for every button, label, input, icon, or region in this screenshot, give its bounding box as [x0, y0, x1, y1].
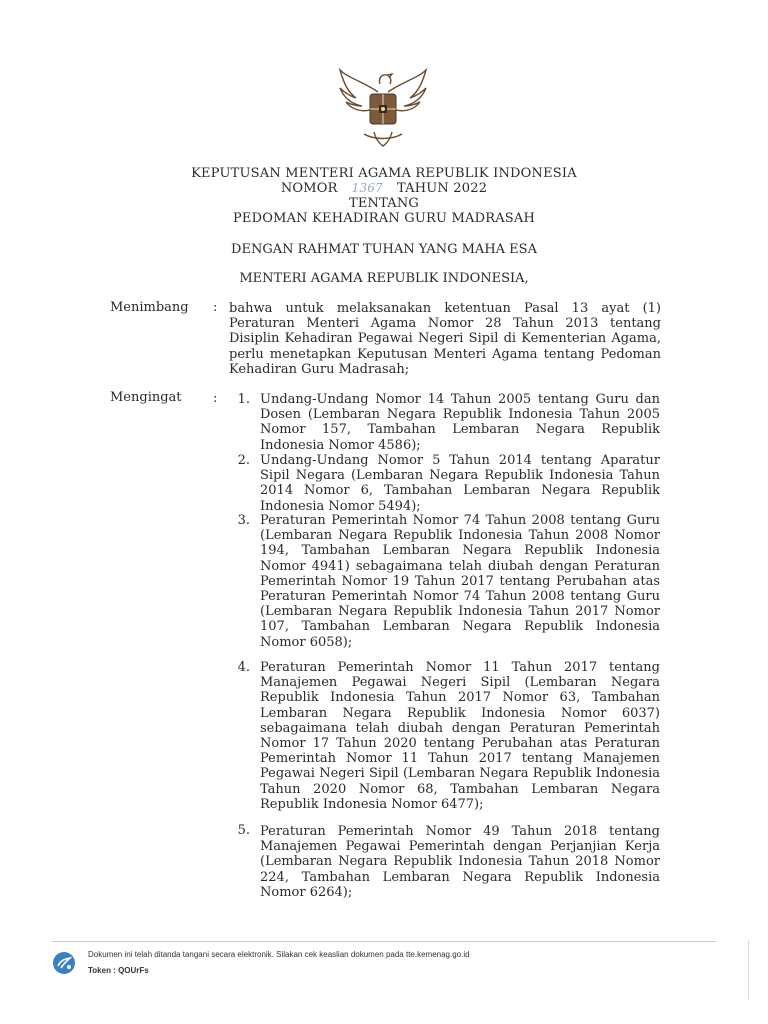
nomor-value: 1367	[351, 181, 383, 195]
tahun-label: TAHUN 2022	[396, 181, 488, 196]
nomor-label: NOMOR	[280, 181, 338, 196]
signature-token: Token : QOUrFs	[88, 966, 149, 975]
e-signature-notice: Dokumen ini telah ditanda tangani secara elektronik. Silakan cek keaslian dokumen pada tte.kemenag.go.id	[88, 950, 470, 959]
mengingat-item-number: 2.	[237, 453, 250, 468]
kemenag-signature-icon	[52, 951, 76, 975]
menimbang-label: Menimbang	[110, 300, 189, 315]
page-edge-line	[748, 940, 749, 1000]
mengingat-item-text: Peraturan Pemerintah Nomor 49 Tahun 2018 tentang Manajemen Pegawai Pemerintah dengan Perjanjian Kerja (Lembaran Negara Republik Indonesia Tahun 2018 Nomor 224, Tambahan Lembaran Negara Republik Indonesia Nomor 6264);	[260, 824, 660, 900]
mengingat-item-text: Peraturan Pemerintah Nomor 74 Tahun 2008 tentang Guru (Lembaran Negara Republik Indonesia Tahun 2008 Nomor 194, Tambahan Lembaran Negara Republik Indonesia Nomor 4941) sebagaimana telah diubah dengan Peraturan Pemerintah Nomor 19 Tahun 2017 tentang Perubahan atas Peraturan Pemerintah Nomor 74 Tahun 2008 tentang Guru (Lembaran Negara Republik Indonesia Tahun 2017 Nomor 107, Tambahan Lembaran Negara Republik Indonesia Nomor 6058);	[260, 513, 660, 650]
tentang-label: TENTANG	[348, 196, 420, 211]
mengingat-item-number: 5.	[237, 823, 250, 838]
mengingat-item-number: 4.	[237, 660, 250, 675]
mengingat-item-text: Undang-Undang Nomor 5 Tahun 2014 tentang Aparatur Sipil Negara (Lembaran Negara Republik Indonesia Tahun 2014 Nomor 6, Tambahan Lembaran Negara Republik Indonesia Nomor 5494);	[260, 453, 660, 514]
menimbang-colon: :	[213, 300, 218, 315]
rahmat-line: DENGAN RAHMAT TUHAN YANG MAHA ESA	[231, 242, 537, 257]
footer-divider	[52, 941, 716, 942]
decree-title: KEPUTUSAN MENTERI AGAMA REPUBLIK INDONESIA	[191, 166, 577, 181]
mengingat-item-number: 3.	[237, 513, 250, 528]
garuda-emblem-icon	[334, 62, 432, 150]
decree-number-line	[0, 181, 768, 196]
menteri-line: MENTERI AGAMA REPUBLIK INDONESIA,	[239, 271, 529, 286]
decree-header	[0, 166, 768, 226]
menimbang-text: bahwa untuk melaksanakan ketentuan Pasal 13 ayat (1) Peraturan Menteri Agama Nomor 28 Tahun 2013 tentang Disiplin Kehadiran Pegawai Negeri Sipil di Kementerian Agama, perlu menetapkan Keputusan Menteri Agama tentang Pedoman Kehadiran Guru Madrasah;	[229, 301, 661, 377]
mengingat-item-number: 1.	[237, 392, 250, 407]
mengingat-item-text: Undang-Undang Nomor 14 Tahun 2005 tentang Guru dan Dosen (Lembaran Negara Republik Indonesia Tahun 2005 Nomor 157, Tambahan Lembaran Negara Republik Indonesia Nomor 4586);	[260, 392, 660, 453]
mengingat-item-text: Peraturan Pemerintah Nomor 11 Tahun 2017 tentang Manajemen Pegawai Negeri Sipil (Lembaran Negara Republik Indonesia Tahun 2017 Nomor 63, Tambahan Lembaran Negara Republik Indonesia Nomor 6037) sebagaimana telah diubah dengan Peraturan Pemerintah Nomor 17 Tahun 2020 tentang Perubahan atas Peraturan Pemerintah Nomor 11 Tahun 2017 tentang Manajemen Pegawai Negeri Sipil (Lembaran Negara Republik Indonesia Tahun 2020 Nomor 68, Tambahan Lembaran Negara Republik Indonesia Nomor 6477);	[260, 660, 660, 812]
mengingat-colon: :	[213, 391, 218, 406]
mengingat-label: Mengingat	[110, 390, 182, 405]
decree-subject: PEDOMAN KEHADIRAN GURU MADRASAH	[232, 211, 536, 226]
